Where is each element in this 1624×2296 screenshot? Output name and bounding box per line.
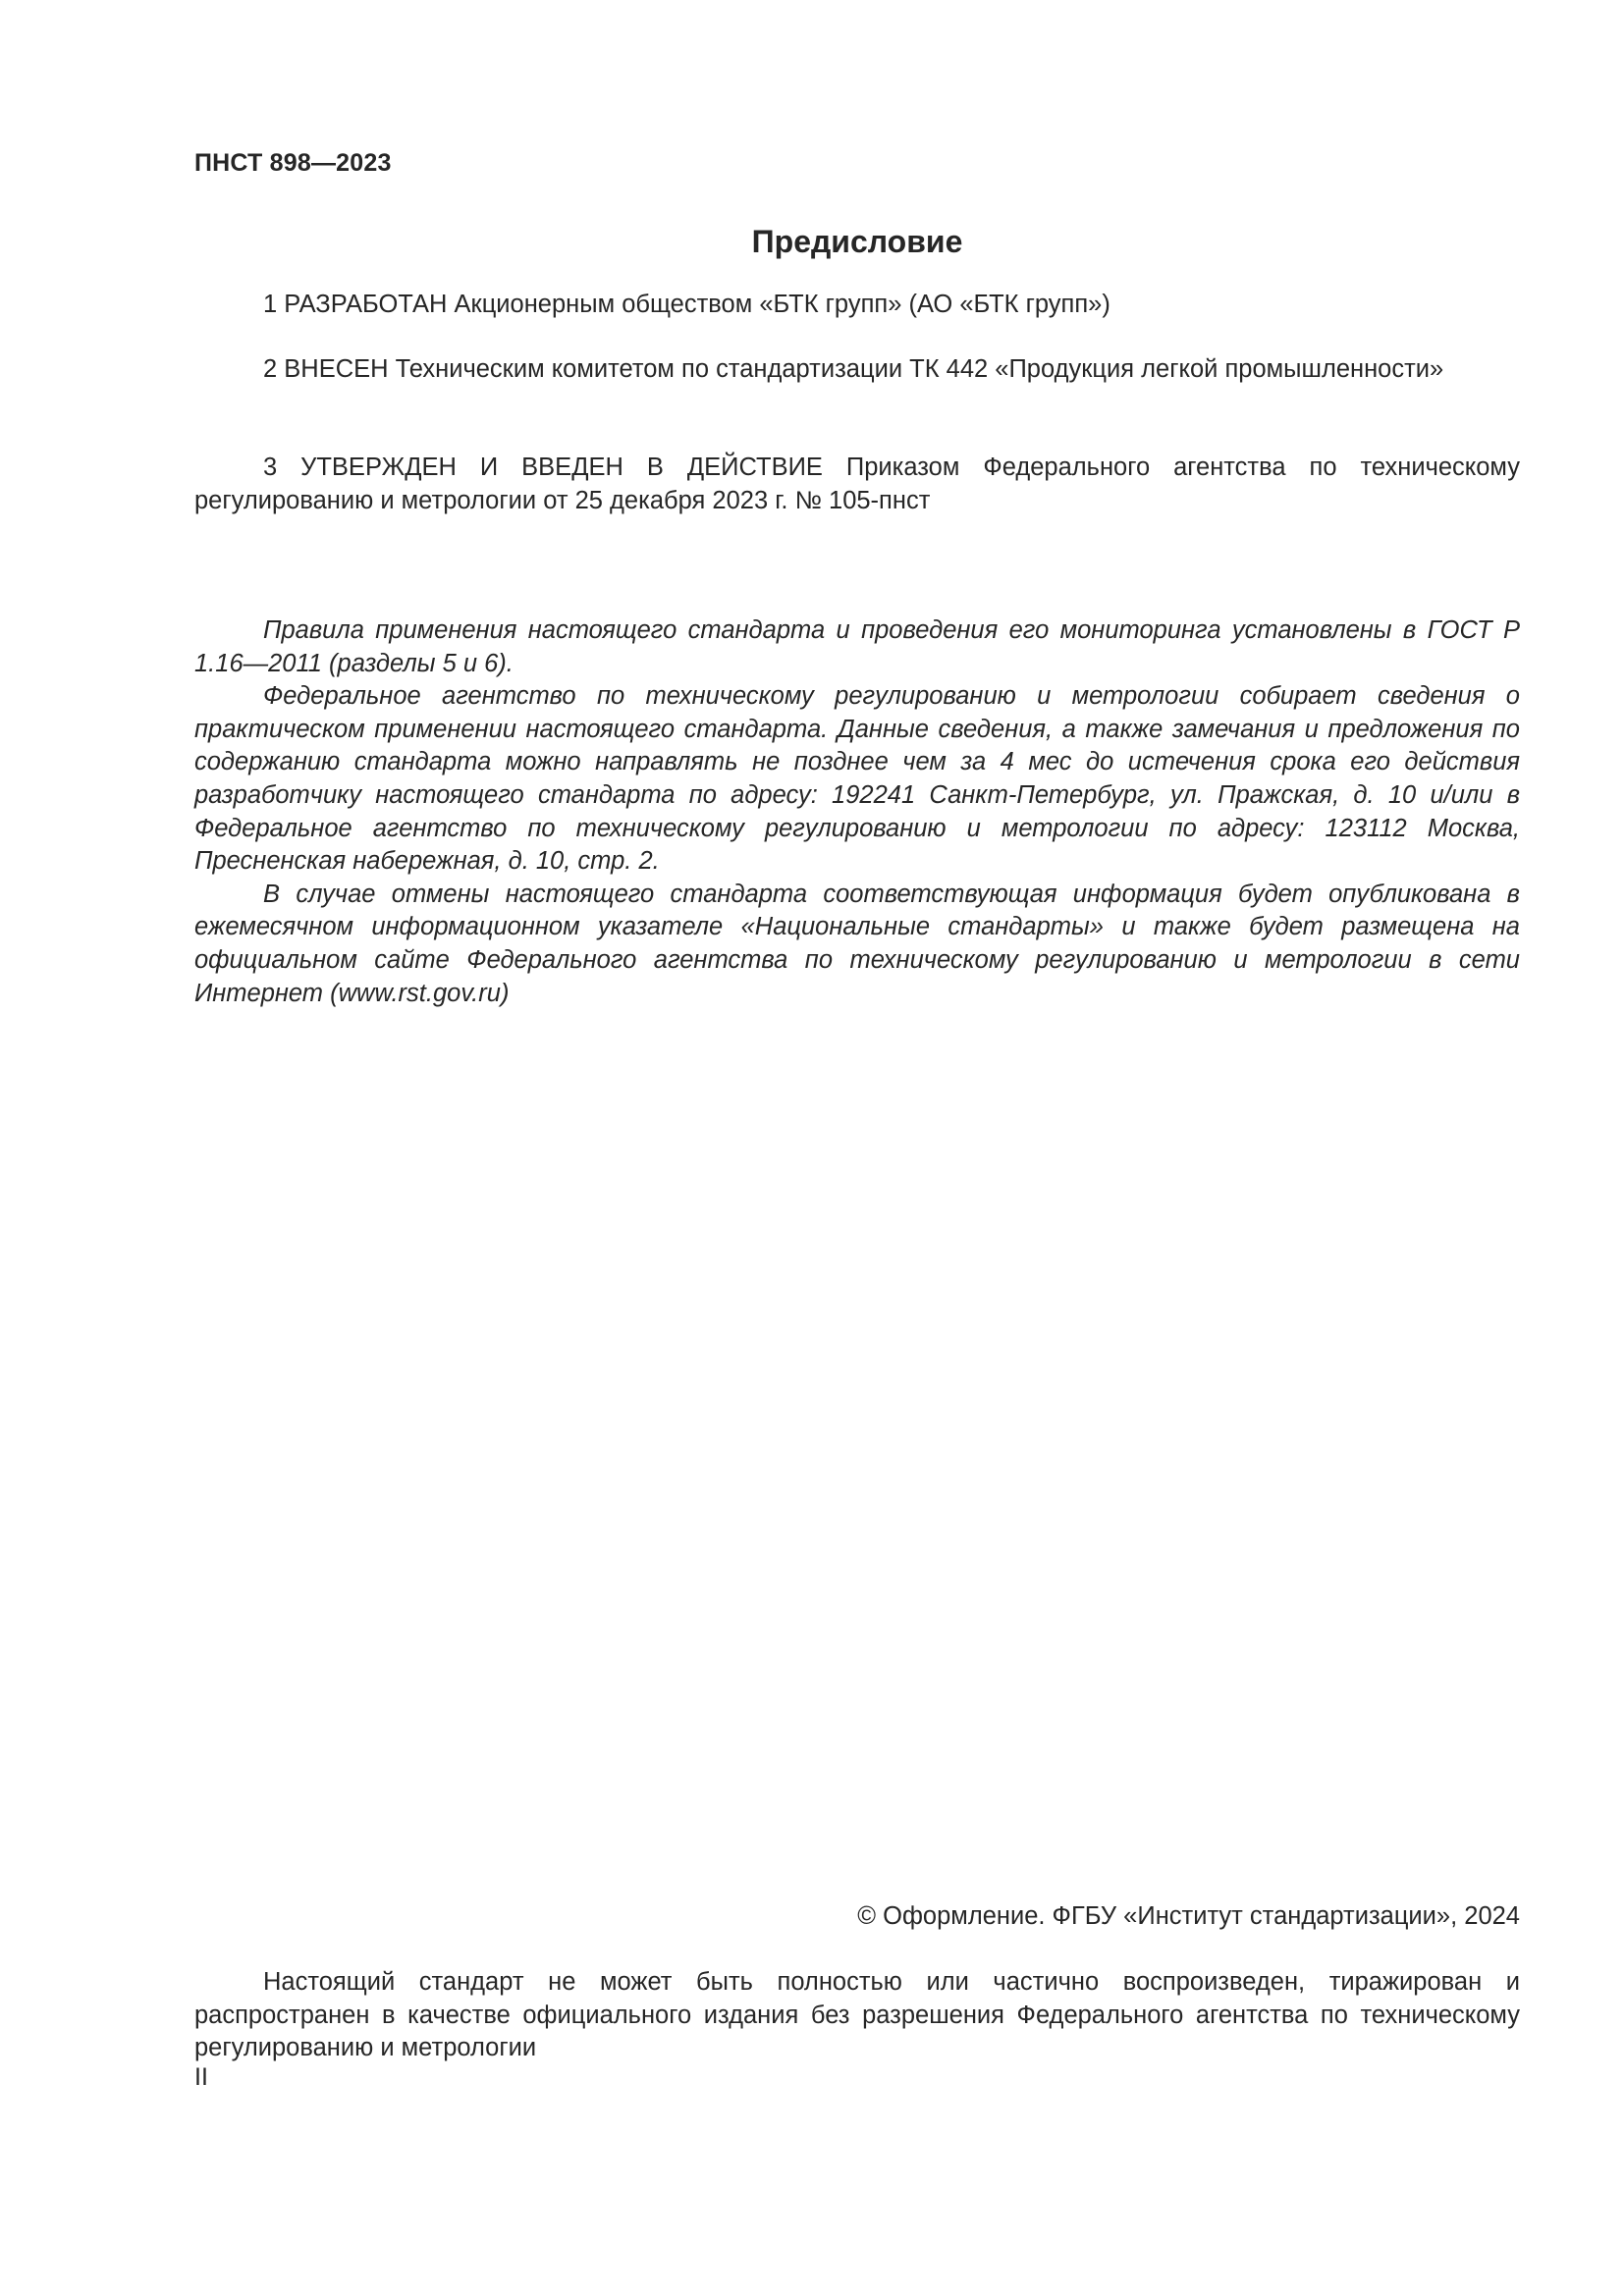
document-code: ПНСТ 898—2023 — [194, 149, 392, 177]
preface-item-approved: 3 УТВЕРЖДЕН И ВВЕДЕН В ДЕЙСТВИЕ Приказом Федерального агентства по техническому регулированию и метрологии от 25 декабря 2023 г. № 105-пнст — [194, 454, 1520, 514]
preface-title: Предисловие — [751, 224, 963, 259]
notice-paragraph-feedback: Федеральное агентство по техническому регулированию и метрологии собирает сведения о практическом применении настоящего стандарта. Данные сведения, а также замечания и предложения по содержанию стандарта можно направлять не позднее чем за 4 мес до истечения срока его действия разработчику настоящего стандарта по адресу: 192241 Санкт-Петербург, ул. Пражская, д. 10 и/или в Федеральное агентство по техническому регулированию и метрологии по адресу: 123112 Москва, Пресненская набережная, д. 10, стр. 2. — [194, 682, 1520, 876]
preface-item-developed: 1 РАЗРАБОТАН Акционерным обществом «БТК групп» (АО «БТК групп») — [263, 291, 1110, 318]
page-number: II — [194, 2063, 208, 2091]
copyright-notice: © Оформление. ФГБУ «Институт стандартизации», 2024 — [857, 1902, 1520, 1930]
notice-paragraph-rules: Правила применения настоящего стандарта и проведения его мониторинга установлены в ГОСТ Р 1.16—2011 (разделы 5 и 6). — [194, 616, 1520, 677]
reproduction-notice: Настоящий стандарт не может быть полностью или частично воспроизведен, тиражирован и распространен в качестве официального издания без разрешения Федерального агентства по техническому регулированию и метрологии — [194, 1968, 1520, 2062]
preface-item-submitted: 2 ВНЕСЕН Техническим комитетом по стандартизации ТК 442 «Продукция легкой промышленности» — [263, 355, 1444, 383]
notice-block — [194, 614, 1520, 1010]
notice-paragraph-cancellation: В случае отмены настоящего стандарта соответствующая информация будет опубликована в ежемесячном информационном указателе «Национальные стандарты» и также будет размещена на официальном сайте Федерального агентства по техническому регулированию и метрологии в сети Интернет (www.rst.gov.ru) — [194, 880, 1520, 1007]
